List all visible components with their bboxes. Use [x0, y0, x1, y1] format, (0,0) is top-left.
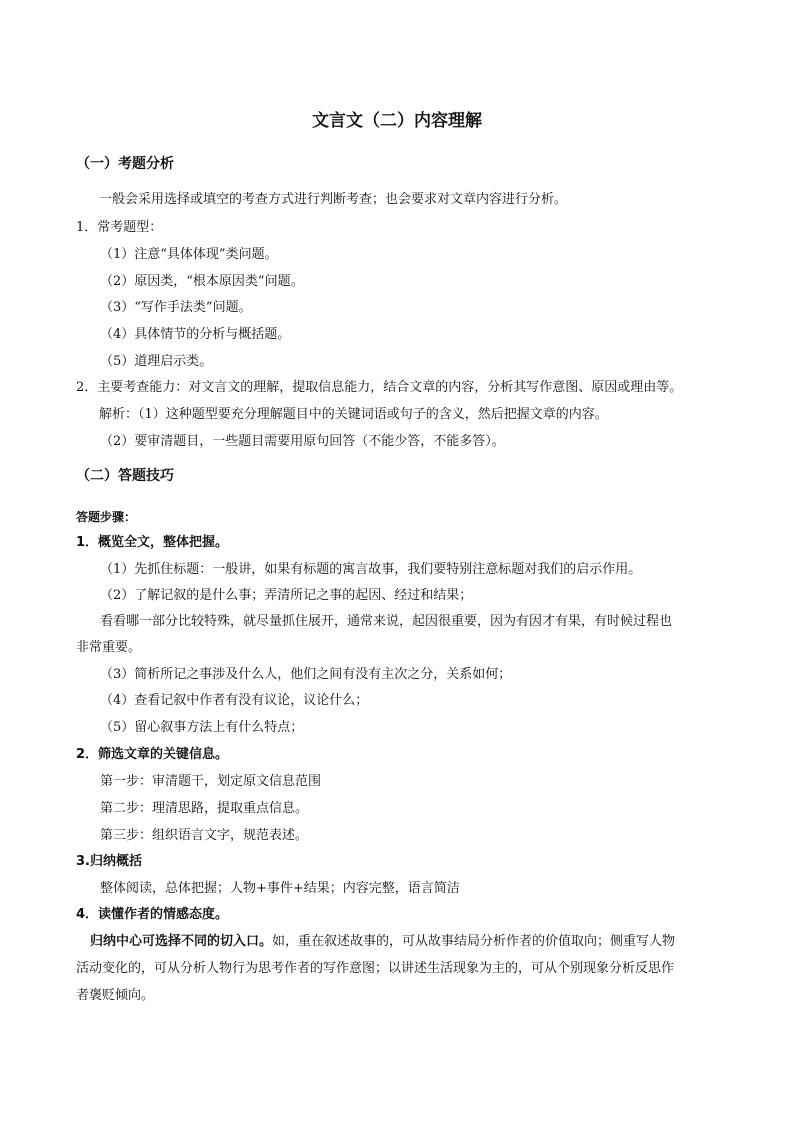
step1-line-2: （2）了解记叙的是什么事；弄清所记之事的起因、经过和结果； — [100, 588, 473, 603]
analysis-line-2: （2）要审清题目，一些题目需要用原句回答（不能少答，不能多答）。 — [100, 434, 505, 449]
section-heading-analysis: （一）考题分析 — [76, 156, 174, 172]
step4-title: 4．读懂作者的情感态度。 — [76, 907, 229, 922]
intro-paragraph: 一般会采用选择或填空的考查方式进行判断考查；也会要求对文章内容进行分析。 — [99, 192, 568, 207]
step4-emphasis: 归纳中心可选择不同的切入口。 — [90, 934, 273, 949]
type-line-2: （2）原因类，“根本原因类”问题。 — [100, 274, 304, 289]
step1-paragraph-line-2: 非常重要。 — [76, 640, 142, 655]
type-line-3: （3）“写作手法类”问题。 — [100, 300, 252, 315]
step4-paragraph-line-1-rest: 如，重在叙述故事的，可从故事结局分析作者的价值取向；侧重写人物 — [272, 934, 676, 949]
step2-line-2: 第二步：理清思路，提取重点信息。 — [100, 801, 309, 816]
item-common-types: 1．常考题型： — [76, 220, 163, 235]
analysis-line-1: 解析：（1）这种题型要充分理解题目中的关键词语或句子的含义，然后把握文章的内容。 — [99, 407, 608, 422]
step4-paragraph-line-1 — [90, 933, 675, 951]
step1-line-3: （3）简析所记之事涉及什么人，他们之间有没有主次之分，关系如何； — [100, 667, 512, 682]
step2-line-1: 第一步：审清题干，划定原文信息范围 — [100, 774, 322, 789]
steps-label: 答题步骤： — [76, 510, 137, 524]
step1-title: 1．概览全文，整体把握。 — [76, 535, 229, 550]
step1-line-4: （4）查看记叙中作者有没有议论，议论什么； — [100, 693, 369, 708]
item-main-abilities: 2．主要考查能力：对文言文的理解，提取信息能力，结合文章的内容，分析其写作意图、原因或理由等。 — [76, 380, 683, 395]
step3-title: 3.归纳概括 — [76, 854, 142, 869]
type-line-1: （1）注意“具体体现”类问题。 — [100, 247, 278, 262]
type-line-4: （4）具体情节的分析与概括题。 — [100, 327, 291, 342]
type-line-5: （5）道理启示类。 — [100, 354, 213, 369]
page-title: 文言文（二）内容理解 — [312, 111, 482, 131]
step1-paragraph-line-1: 看看哪一部分比较特殊，就尽量抓住展开，通常来说，起因很重要，因为有因才有果，有时候过程也 — [100, 614, 673, 629]
step3-line: 整体阅读，总体把握；人物+事件+结果；内容完整，语言简洁 — [100, 881, 460, 896]
step2-line-3: 第三步：组织语言文字，规范表述。 — [100, 828, 309, 843]
step1-line-1: （1）先抓住标题：一般讲，如果有标题的寓言故事，我们要特别注意标题对我们的启示作用。 — [100, 562, 642, 577]
section-heading-techniques: （二）答题技巧 — [76, 468, 174, 484]
step1-line-5: （5）留心叙事方法上有什么特点； — [100, 720, 304, 735]
step2-title: 2．筛选文章的关键信息。 — [76, 747, 229, 762]
step4-paragraph-line-3: 者褒贬倾向。 — [76, 988, 155, 1003]
step4-paragraph-line-2: 活动变化的，可从分析人物行为思考作者的写作意图；以讲述生活现象为主的，可从个别现象分析反思作 — [76, 961, 675, 976]
